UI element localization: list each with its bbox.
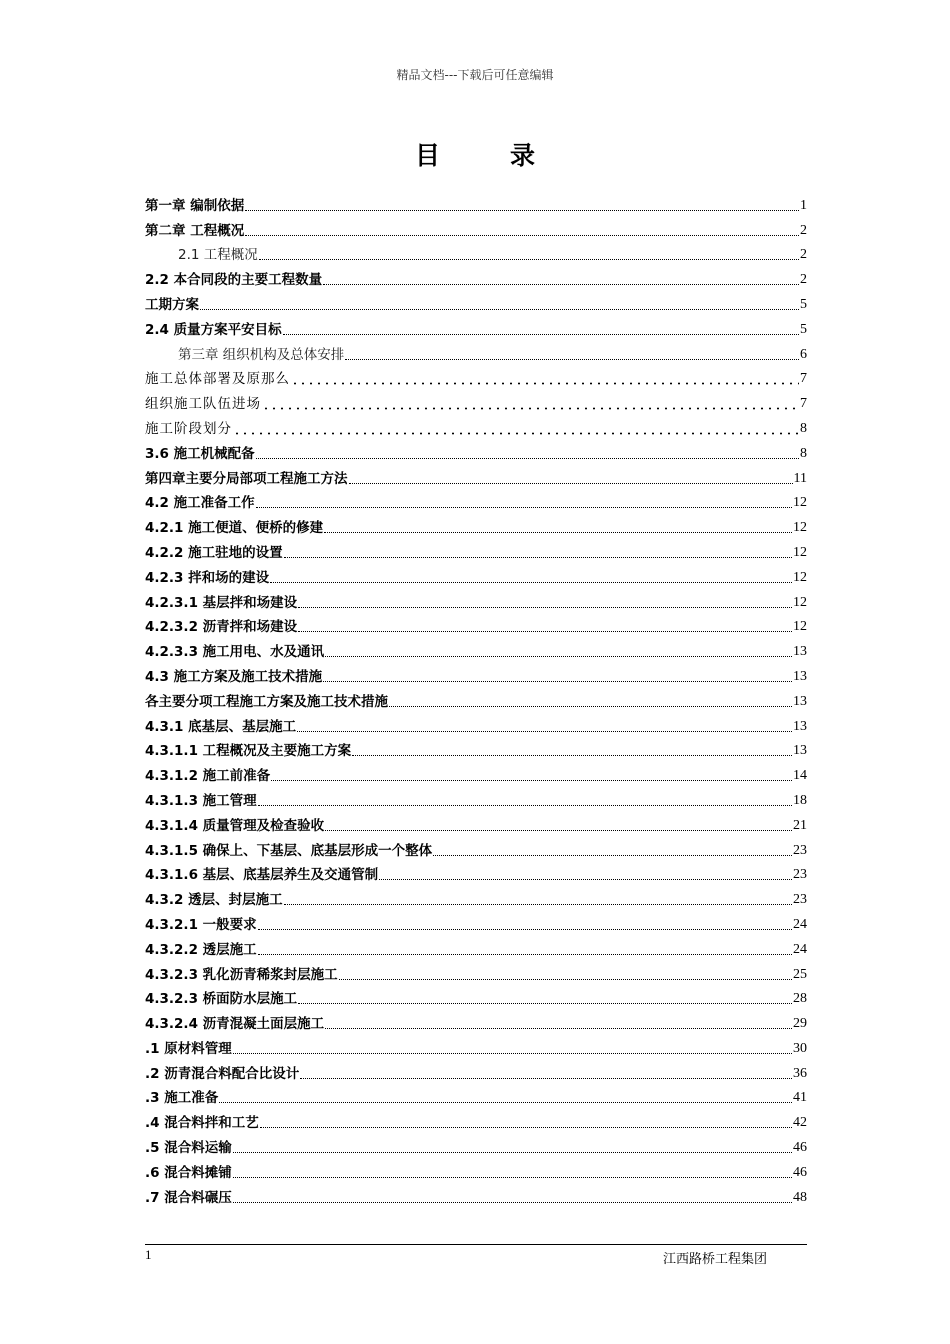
toc-entry-page: 13 [793,718,807,734]
toc-entry[interactable] [145,736,807,761]
toc-dot-leader [219,1101,792,1103]
toc-dot-leader [298,630,792,632]
toc-entry-page: 30 [793,1040,807,1056]
toc-dot-leader [200,308,799,310]
toc-entry[interactable] [145,1033,807,1058]
toc-dot-leader [258,928,792,930]
toc-entry-title: 4.3.2.1 一般要求 [145,916,257,933]
toc-entry-title: 2.4 质量方案平安目标 [145,321,282,338]
toc-entry-page: 13 [793,743,807,759]
toc-entry-page: 36 [793,1065,807,1081]
page-title-left: 目 [414,141,440,170]
toc-entry-page: 13 [793,644,807,660]
toc-entry[interactable] [145,463,807,488]
toc-entry-title: 第一章 编制依据 [145,197,245,214]
toc-dot-leader [323,680,792,682]
toc-entry[interactable] [145,388,807,413]
toc-dot-leader [345,358,799,360]
toc-entry-title: 4.2.3 拌和场的建设 [145,569,270,586]
toc-entry-title: .5 混合料运输 [145,1140,232,1157]
toc-entry-title: 4.3.2.3 乳化沥青稀浆封层施工 [145,966,338,983]
toc-dot-leader [283,333,799,335]
toc-entry[interactable] [145,587,807,612]
toc-entry[interactable] [145,785,807,810]
toc-dot-leader [325,1027,792,1029]
toc-dot-leader [291,382,799,385]
toc-entry-title: 4.3.1.3 施工管理 [145,792,257,809]
toc-dot-leader [233,1201,792,1203]
toc-entry-page: 12 [793,569,807,585]
toc-entry-title: .3 施工准备 [145,1090,219,1107]
toc-entry[interactable] [145,1107,807,1132]
toc-entry-page: 11 [793,470,807,486]
toc-entry[interactable] [145,1157,807,1182]
toc-entry-title: 2.1 工程概况 [178,247,258,264]
toc-entry-page: 7 [800,396,807,412]
toc-entry[interactable] [145,909,807,934]
toc-dot-leader [379,878,792,880]
toc-entry-title: 4.2.1 施工便道、便桥的修建 [145,520,324,537]
toc-entry-page: 29 [793,1016,807,1032]
toc-entry-page: 12 [793,544,807,560]
toc-entry-page: 1 [800,197,807,213]
toc-dot-leader [270,581,792,583]
toc-dot-leader [284,556,792,558]
page-title-right: 录 [510,141,536,170]
toc-entry-page: 5 [800,321,807,337]
toc-entry-page: 7 [800,371,807,387]
toc-entry-page: 12 [793,619,807,635]
page-header: 精品文档---下载后可任意编辑 [396,68,554,82]
toc-entry-title: 4.3.1.1 工程概况及主要施工方案 [145,743,352,760]
toc-dot-leader [298,606,792,608]
toc-entry-page: 2 [800,247,807,263]
toc-entry-page: 41 [793,1090,807,1106]
toc-entry-title: 4.2.3.1 基层拌和场建设 [145,594,298,611]
toc-entry-title: 施工阶段划分 [145,420,232,437]
toc-entry-page: 13 [793,668,807,684]
toc-entry-title: 4.3.2.2 透层施工 [145,941,257,958]
toc-dot-leader [233,1052,792,1054]
toc-entry[interactable] [145,810,807,835]
toc-entry[interactable] [145,1132,807,1157]
toc-dot-leader [233,432,799,435]
toc-entry-page: 23 [793,892,807,908]
toc-entry-title: 4.3.1.6 基层、底基层养生及交通管制 [145,867,379,884]
toc-entry[interactable] [145,686,807,711]
toc-entry-title: 4.3 施工方案及施工技术措施 [145,668,323,685]
toc-dot-leader [297,730,792,732]
toc-dot-leader [352,754,792,756]
toc-entry-title: 4.3.2 透层、封层施工 [145,892,283,909]
toc-entry-page: 12 [793,594,807,610]
toc-dot-leader [262,407,799,410]
footer-page-number: 1 [145,1247,152,1262]
toc-entry[interactable] [145,215,807,240]
toc-dot-leader [339,978,792,980]
toc-dot-leader [258,804,792,806]
toc-dot-leader [260,1126,792,1128]
page-title [0,136,950,172]
toc-entry-title: 组织施工队伍进场 [145,396,261,413]
toc-entry[interactable] [145,959,807,984]
toc-entry-title: 第四章主要分局部项工程施工方法 [145,470,348,487]
toc-entry[interactable] [145,661,807,686]
toc-entry[interactable] [145,438,807,463]
toc-entry-title: .4 混合料拌和工艺 [145,1115,259,1132]
toc-entry-title: 4.3.1.4 质量管理及检查验收 [145,817,325,834]
toc-entry-title: 4.2 施工准备工作 [145,495,255,512]
toc-entry[interactable] [145,364,807,389]
toc-entry-page: 12 [793,520,807,536]
toc-entry[interactable] [145,289,807,314]
toc-entry[interactable] [145,1058,807,1083]
toc-dot-leader [325,829,792,831]
toc-entry[interactable] [145,537,807,562]
toc-entry-page: 48 [793,1189,807,1205]
toc-entry-title: .1 原材料管理 [145,1040,232,1057]
toc-entry[interactable] [145,413,807,438]
toc-entry-page: 25 [793,966,807,982]
toc-entry-page: 42 [793,1115,807,1131]
toc-entry-page: 14 [793,768,807,784]
toc-entry[interactable] [145,562,807,587]
toc-dot-leader [256,506,792,508]
toc-entry[interactable] [145,835,807,860]
toc-entry-page: 2 [800,222,807,238]
toc-entry-page: 8 [800,445,807,461]
toc-entry[interactable] [145,339,807,364]
toc-entry[interactable] [145,1008,807,1033]
toc-dot-leader [259,258,799,260]
toc-entry-title: 工期方案 [145,296,199,313]
toc-dot-leader [349,482,793,484]
table-of-contents [145,190,807,1207]
toc-entry[interactable] [145,984,807,1009]
toc-entry-title: 施工总体部署及原那么 [145,371,290,388]
toc-entry-title: 4.3.2.3 桥面防水层施工 [145,991,298,1008]
toc-entry-page: 6 [800,346,807,362]
toc-entry[interactable] [145,240,807,265]
toc-entry[interactable] [145,190,807,215]
toc-entry-page: 46 [793,1164,807,1180]
toc-entry-page: 5 [800,296,807,312]
toc-entry[interactable] [145,314,807,339]
toc-entry-page: 23 [793,842,807,858]
toc-entry-title: 4.2.3.2 沥青拌和场建设 [145,619,298,636]
toc-entry-title: 第三章 组织机构及总体安排 [178,346,345,363]
toc-entry[interactable] [145,488,807,513]
toc-entry-page: 24 [793,916,807,932]
toc-entry-title: 2.2 本合同段的主要工程数量 [145,272,323,289]
toc-entry-title: .7 混合料碾压 [145,1189,232,1206]
toc-entry-page: 21 [793,817,807,833]
toc-dot-leader [433,854,792,856]
toc-entry-title: 4.3.2.4 沥青混凝土面层施工 [145,1016,325,1033]
toc-entry-page: 2 [800,272,807,288]
toc-entry-title: 4.3.1 底基层、基层施工 [145,718,297,735]
toc-entry[interactable] [145,636,807,661]
toc-entry-title: .6 混合料摊铺 [145,1164,232,1181]
toc-dot-leader [298,1002,792,1004]
toc-entry-page: 12 [793,495,807,511]
toc-entry[interactable] [145,512,807,537]
toc-entry-page: 13 [793,693,807,709]
toc-entry-page: 8 [800,420,807,436]
toc-dot-leader [233,1151,792,1153]
toc-dot-leader [389,705,792,707]
footer-divider [145,1244,807,1245]
toc-dot-leader [324,531,792,533]
toc-entry-page: 24 [793,941,807,957]
toc-entry-title: 4.2.3.3 施工用电、水及通讯 [145,644,325,661]
toc-dot-leader [323,283,799,285]
toc-entry[interactable] [145,884,807,909]
toc-entry-page: 46 [793,1140,807,1156]
toc-entry[interactable] [145,1182,807,1207]
toc-entry-title: 3.6 施工机械配备 [145,445,255,462]
toc-dot-leader [284,903,792,905]
toc-entry-title: 4.2.2 施工驻地的设置 [145,544,283,561]
toc-dot-leader [300,1077,792,1079]
toc-entry[interactable] [145,711,807,736]
toc-entry[interactable] [145,264,807,289]
toc-dot-leader [325,655,792,657]
toc-entry[interactable] [145,860,807,885]
toc-entry-page: 18 [793,792,807,808]
footer-company: 江西路桥工程集团 [663,1252,768,1267]
toc-dot-leader [245,234,799,236]
toc-dot-leader [233,1176,792,1178]
toc-entry[interactable] [145,612,807,637]
toc-dot-leader [271,779,792,781]
toc-entry-page: 23 [793,867,807,883]
toc-dot-leader [245,209,799,211]
toc-entry-title: 各主要分项工程施工方案及施工技术措施 [145,693,388,710]
toc-dot-leader [256,457,799,459]
toc-entry-title: 第二章 工程概况 [145,222,245,239]
toc-entry[interactable] [145,934,807,959]
toc-entry-page: 28 [793,991,807,1007]
toc-entry-title: 4.3.1.2 施工前准备 [145,768,271,785]
toc-entry-title: .2 沥青混合料配合比设计 [145,1065,300,1082]
toc-entry[interactable] [145,760,807,785]
toc-entry[interactable] [145,1083,807,1108]
toc-entry-title: 4.3.1.5 确保上、下基层、底基层形成一个整体 [145,842,433,859]
toc-dot-leader [258,953,792,955]
